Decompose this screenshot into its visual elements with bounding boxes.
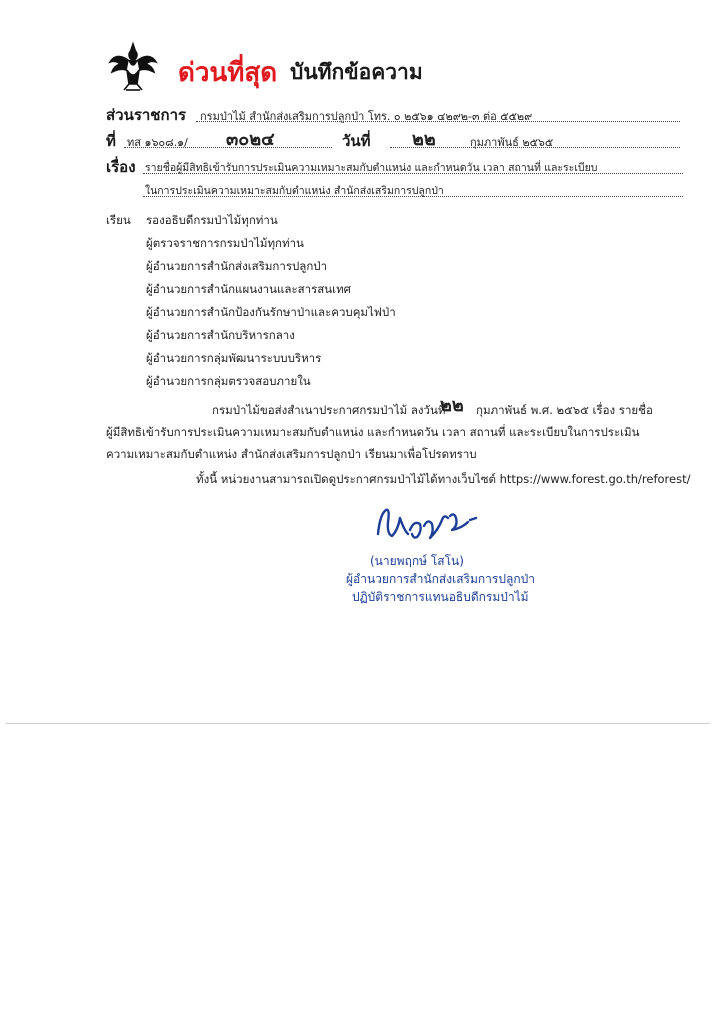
date-day: ๒๒ [412,129,436,150]
signatory-name: (นายพฤกษ์ โสโน) [370,554,464,568]
recipient-item: รองอธิบดีกรมป่าไม้ทุกท่าน [146,213,278,227]
recipient-item: ผู้อำนวยการกลุ่มพัฒนาระบบบริหาร [146,351,322,365]
body-paragraph-1a: กรมป่าไม้ขอส่งสำเนาประกาศกรมป่าไม้ ลงวันที่ [212,403,446,417]
subject-dotline-1 [143,173,683,174]
body-paragraph-1-line3: ความเหมาะสมกับตำแหน่ง สำนักส่งเสริมการปลูกป่า เรียนมาเพื่อโปรดทราบ [106,447,477,461]
subject-line-1: รายชื่อผู้มีสิทธิเข้ารับการประเมินความเหมาะสมกับตำแหน่ง และกำหนดวัน เวลา สถานที่ และระเบียบ [145,162,598,174]
date-value: กุมภาพันธ์ ๒๕๖๕ [470,136,554,149]
date-label: วันที่ [342,132,371,150]
ref-number: ๓๐๒๔ [226,129,275,150]
subject-line-2: ในการประเมินความเหมาะสมกับตำแหน่ง สำนักส่งเสริมการปลูกป่า [145,185,444,197]
ref-label: ที่ [106,132,116,150]
ref-value: ทส ๑๖๐๘.๑/ [127,136,188,149]
signatory-acting: ปฏิบัติราชการแทนอธิบดีกรมป่าไม้ [352,590,529,604]
recipient-item: ผู้อำนวยการสำนักแผนงานและสารสนเทศ [146,282,351,296]
recipient-item: ผู้อำนวยการสำนักบริหารกลาง [146,328,295,342]
recipient-item: ผู้ตรวจราชการกรมป่าไม้ทุกท่าน [146,236,304,250]
handwritten-signature [372,500,482,546]
agency-dotline [196,121,680,122]
body-paragraph-2: ทั้งนี้ หน่วยงานสามารถเปิดดูประกาศกรมป่าไม้ได้ทางเว็บไซต์ https://www.forest.go.th/reforest/ [196,472,691,486]
recipients-label: เรียน [106,213,131,227]
body-day: ๒๒ [440,395,464,416]
subject-dotline-2 [143,196,683,197]
page-bottom-rule [6,723,710,724]
agency-value: กรมป่าไม้ สำนักส่งเสริมการปลูกป่า โทร. ๐ ๒๕๖๑ ๔๒๙๒-๓ ต่อ ๕๕๒๙ [200,110,533,123]
recipient-item: ผู้อำนวยการสำนักส่งเสริมการปลูกป่า [146,259,328,273]
date-dotline [390,147,680,148]
recipient-item: ผู้อำนวยการกลุ่มตรวจสอบภายใน [146,374,311,388]
body-paragraph-1b: กุมภาพันธ์ พ.ศ. ๒๕๖๕ เรื่อง รายชื่อ [476,403,653,417]
agency-label: ส่วนราชการ [106,106,187,124]
signatory-position: ผู้อำนวยการสำนักส่งเสริมการปลูกป่า [346,572,535,586]
body-paragraph-1-line2: ผู้มีสิทธิเข้ารับการประเมินความเหมาะสมกับตำแหน่ง และกำหนดวัน เวลา สถานที่ และระเบียบในการประเมิน [106,425,640,439]
subject-label: เรื่อง [106,158,136,176]
recipient-item: ผู้อำนวยการสำนักป้องกันรักษาป่าและควบคุมไฟป่า [146,305,396,319]
urgency-stamp: ด่วนที่สุด [178,58,278,88]
ref-dotline [124,147,332,148]
garuda-emblem-icon [106,40,160,94]
memo-title: บันทึกข้อความ [290,60,423,84]
